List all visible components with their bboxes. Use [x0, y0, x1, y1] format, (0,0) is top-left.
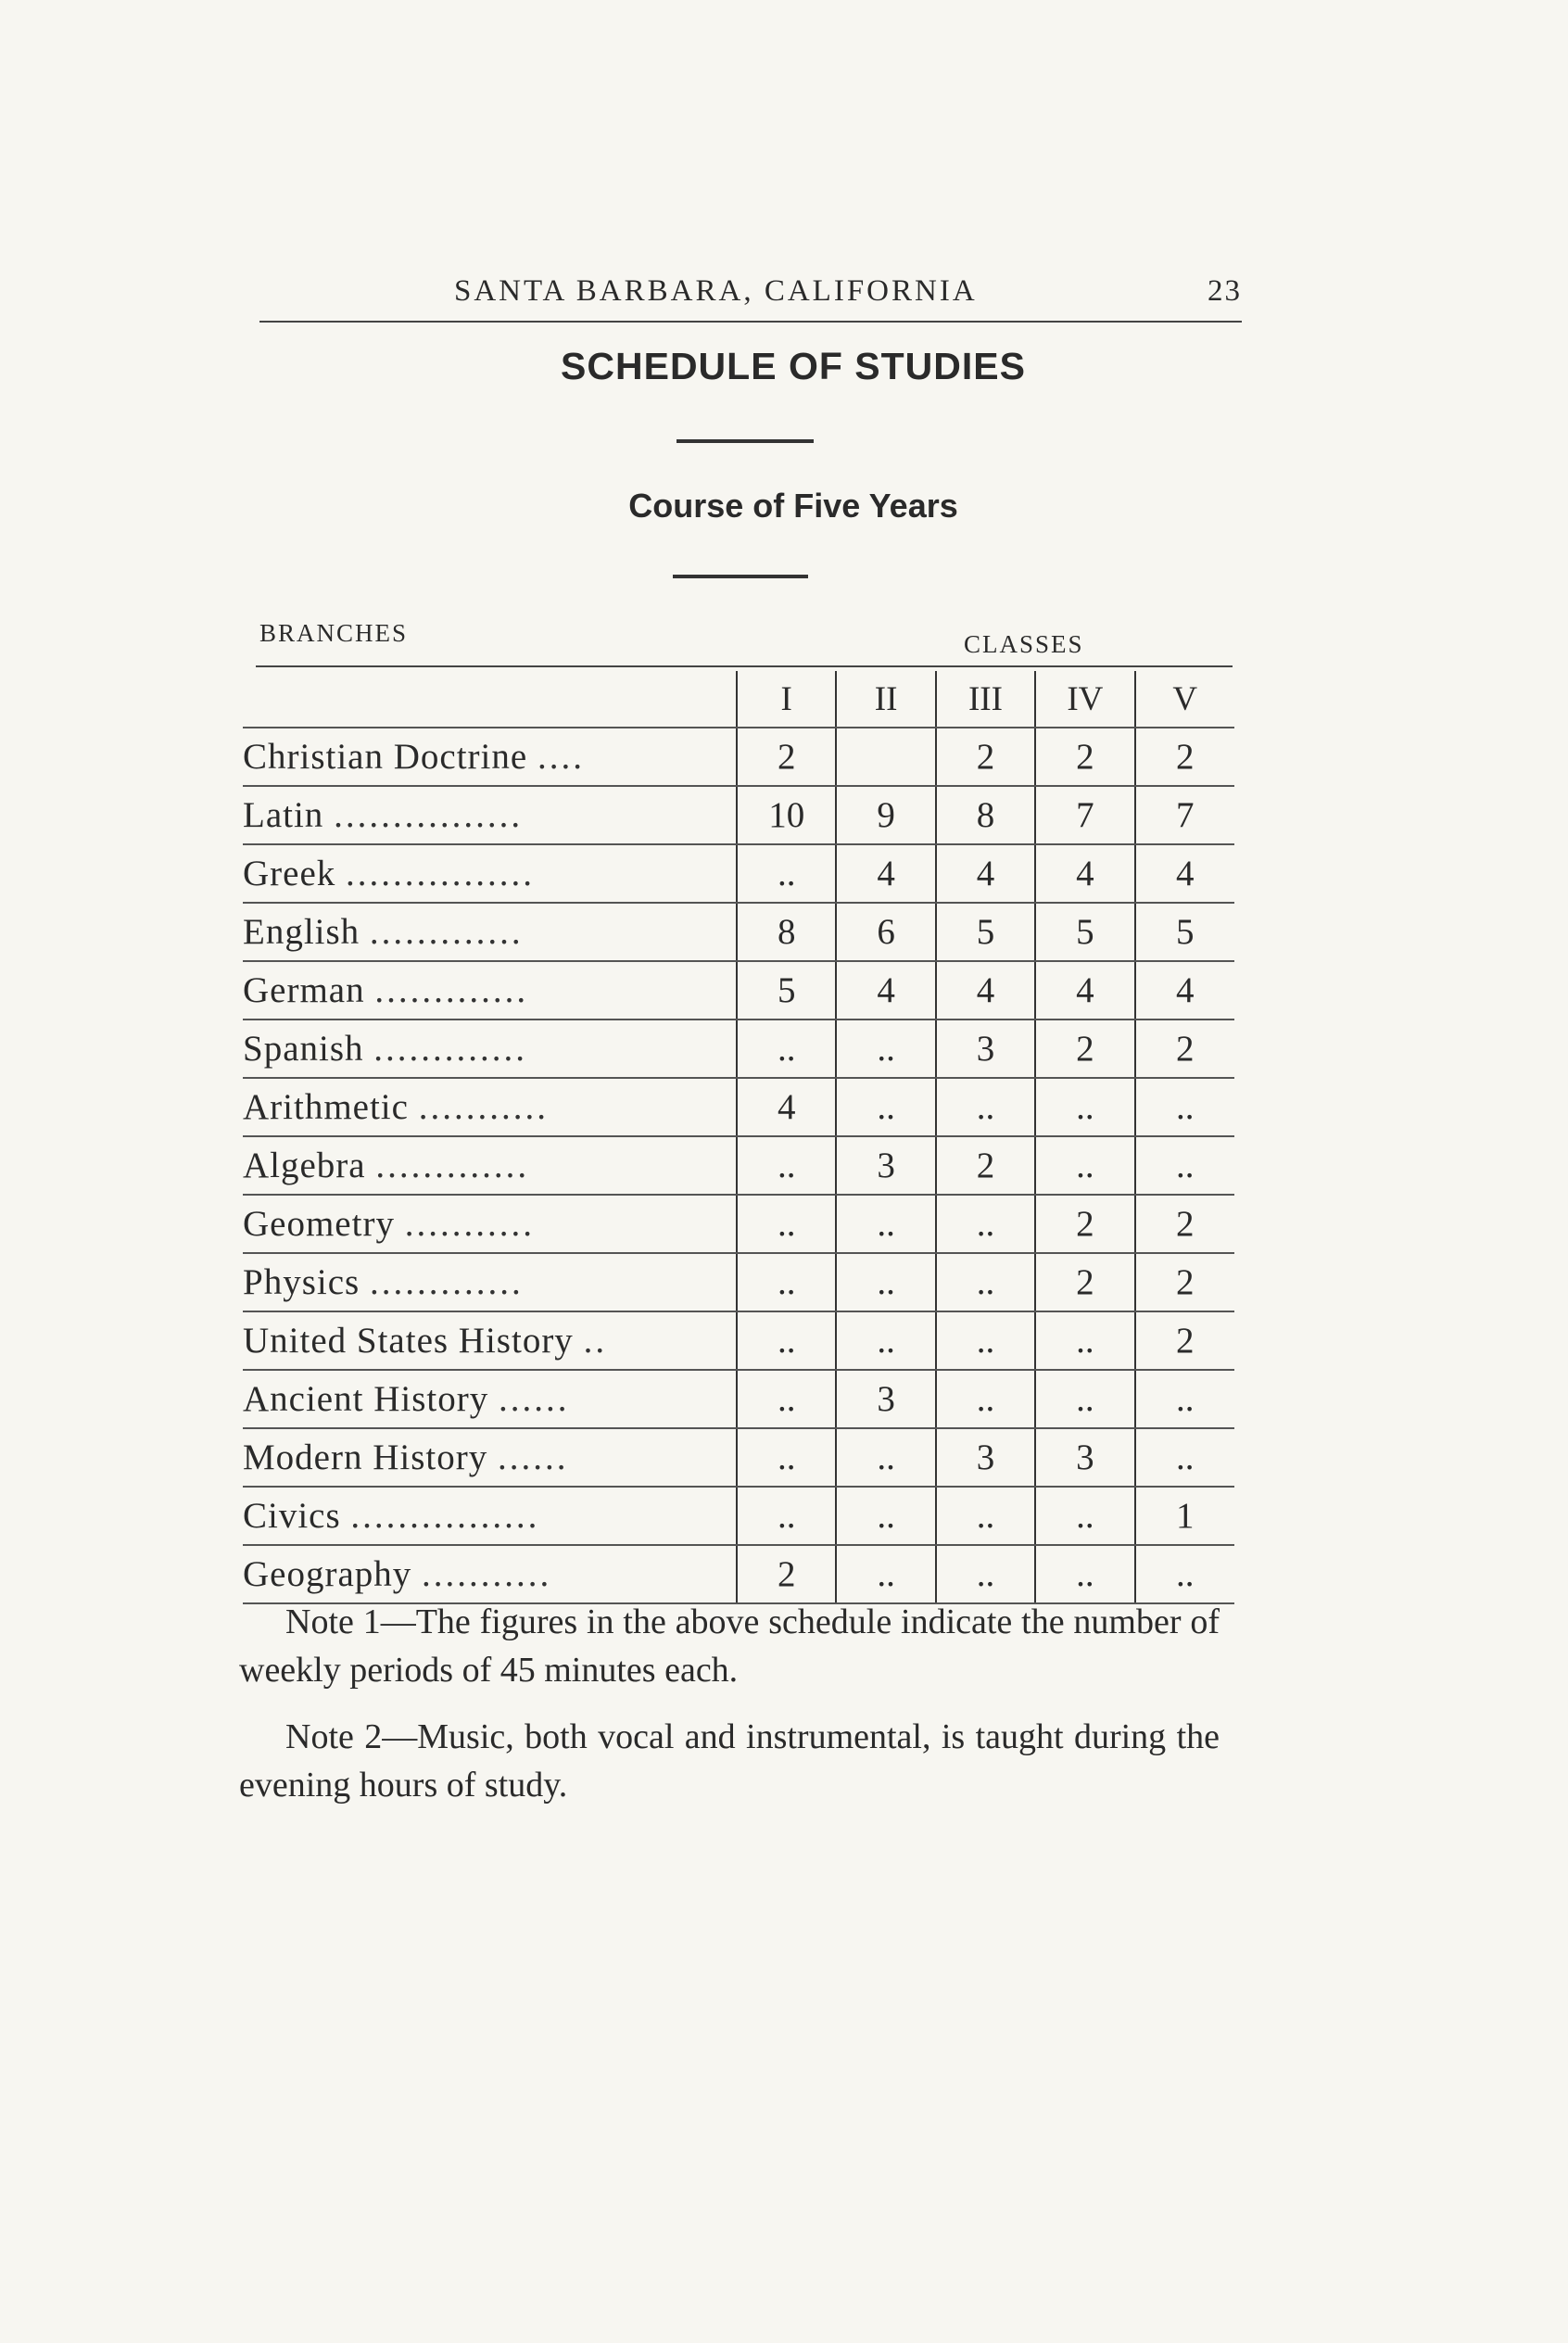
branch-name: German: [243, 970, 365, 1010]
branch-cell: [243, 1020, 737, 1078]
periods-cell: 3: [1035, 1428, 1134, 1487]
column-header: II: [836, 671, 935, 728]
column-header: I: [737, 671, 836, 728]
dot-leader: .............: [369, 1262, 524, 1302]
dot-leader: ..: [583, 1321, 608, 1361]
table-row: [243, 1311, 1234, 1370]
branch-cell: [243, 903, 737, 961]
periods-cell: 4: [1035, 961, 1134, 1020]
periods-cell: 4: [1135, 844, 1234, 903]
periods-cell: ..: [936, 1487, 1035, 1545]
notes: [239, 1598, 1220, 1828]
table-row: [243, 1078, 1234, 1136]
periods-cell: ..: [1135, 1078, 1234, 1136]
note-1: Note 1—The figures in the above schedule indicate the number of weekly periods of 45 minutes each.: [239, 1602, 1220, 1690]
branch-cell: [243, 728, 737, 786]
column-header: V: [1135, 671, 1234, 728]
periods-cell: 1: [1135, 1487, 1234, 1545]
periods-cell: ..: [737, 1428, 836, 1487]
periods-cell: 2: [1135, 1020, 1234, 1078]
dot-leader: ......: [497, 1437, 569, 1477]
periods-cell: 2: [1035, 1253, 1134, 1311]
periods-cell: ..: [1135, 1370, 1234, 1428]
periods-cell: 4: [1135, 961, 1234, 1020]
page-title: SCHEDULE OF STUDIES: [561, 345, 1026, 387]
periods-cell: [836, 728, 935, 786]
header-rule: [259, 321, 1242, 323]
periods-cell: 3: [836, 1136, 935, 1195]
table-row: [243, 1020, 1234, 1078]
periods-cell: 2: [936, 728, 1035, 786]
branch-name: Physics: [243, 1262, 360, 1302]
table-row: [243, 961, 1234, 1020]
periods-cell: ..: [737, 1311, 836, 1370]
periods-cell: 3: [836, 1370, 935, 1428]
periods-cell: ..: [737, 1253, 836, 1311]
branch-name: Arithmetic: [243, 1087, 409, 1127]
periods-cell: 2: [737, 1545, 836, 1603]
periods-cell: 6: [836, 903, 935, 961]
title-divider: [677, 439, 814, 443]
periods-cell: ..: [936, 1195, 1035, 1253]
periods-cell: ..: [737, 1136, 836, 1195]
periods-cell: 4: [836, 961, 935, 1020]
branches-heading: BRANCHES: [259, 619, 409, 647]
periods-cell: 4: [936, 844, 1035, 903]
table-row: [243, 1428, 1234, 1487]
branch-cell: [243, 1545, 737, 1603]
periods-cell: 4: [936, 961, 1035, 1020]
branch-name: English: [243, 912, 360, 952]
periods-cell: ..: [836, 1545, 935, 1603]
branch-name: Algebra: [243, 1146, 366, 1185]
periods-cell: 5: [1035, 903, 1134, 961]
schedule-body: [243, 728, 1234, 1603]
periods-cell: 2: [1135, 1253, 1234, 1311]
branch-name: Ancient History: [243, 1379, 489, 1419]
branch-name: Spanish: [243, 1029, 364, 1069]
periods-cell: 3: [936, 1428, 1035, 1487]
dot-leader: .............: [369, 912, 524, 952]
periods-cell: ..: [1035, 1078, 1134, 1136]
table-header-row: [243, 671, 1234, 728]
branch-cell: [243, 1195, 737, 1253]
branch-cell: [243, 1311, 737, 1370]
column-header: IV: [1035, 671, 1134, 728]
table-row: [243, 1136, 1234, 1195]
branch-name: Greek: [243, 854, 336, 893]
note-2: Note 2—Music, both vocal and instrumental, is taught during the evening hours of study.: [239, 1717, 1220, 1805]
periods-cell: 2: [1135, 1195, 1234, 1253]
branch-cell: [243, 786, 737, 844]
dot-leader: ....: [537, 737, 585, 777]
periods-cell: ..: [836, 1487, 935, 1545]
branch-name: Christian Doctrine: [243, 737, 528, 777]
table-row: [243, 786, 1234, 844]
branch-cell: [243, 1487, 737, 1545]
column-header: III: [936, 671, 1035, 728]
page-header: [259, 269, 1242, 321]
branch-header-cell: [243, 671, 737, 728]
periods-cell: 8: [737, 903, 836, 961]
periods-cell: 5: [936, 903, 1035, 961]
branch-cell: [243, 1428, 737, 1487]
table-row: [243, 1195, 1234, 1253]
heading-rule: [256, 665, 1233, 667]
periods-cell: ..: [1135, 1428, 1234, 1487]
periods-cell: ..: [936, 1545, 1035, 1603]
dot-leader: ................: [350, 1496, 540, 1536]
periods-cell: ..: [737, 1487, 836, 1545]
branch-cell: [243, 1078, 737, 1136]
periods-cell: ..: [737, 1370, 836, 1428]
dot-leader: ................: [346, 854, 536, 893]
table-row: [243, 728, 1234, 786]
dot-leader: ...........: [422, 1554, 552, 1594]
table-row: [243, 903, 1234, 961]
periods-cell: ..: [1135, 1545, 1234, 1603]
periods-cell: ..: [836, 1020, 935, 1078]
branch-name: United States History: [243, 1321, 574, 1361]
periods-cell: ..: [1035, 1545, 1134, 1603]
periods-cell: ..: [1035, 1487, 1134, 1545]
branch-name: Geography: [243, 1554, 412, 1594]
periods-cell: ..: [936, 1311, 1035, 1370]
table-row: [243, 1253, 1234, 1311]
dot-leader: .............: [375, 1146, 530, 1185]
periods-cell: 5: [1135, 903, 1234, 961]
periods-cell: ..: [936, 1253, 1035, 1311]
page-subtitle: Course of Five Years: [628, 487, 958, 525]
periods-cell: 2: [1035, 1020, 1134, 1078]
dot-leader: ...........: [404, 1204, 535, 1244]
periods-cell: 2: [1135, 728, 1234, 786]
dot-leader: ...........: [418, 1087, 549, 1127]
running-head: SANTA BARBARA, CALIFORNIA: [454, 274, 978, 308]
table-row: [243, 844, 1234, 903]
periods-cell: 7: [1035, 786, 1134, 844]
periods-cell: ..: [737, 844, 836, 903]
branch-name: Latin: [243, 795, 324, 835]
branch-cell: [243, 1253, 737, 1311]
branch-cell: [243, 1370, 737, 1428]
periods-cell: 2: [1035, 1195, 1134, 1253]
classes-heading: CLASSES: [964, 630, 1084, 658]
periods-cell: ..: [936, 1370, 1035, 1428]
periods-cell: 8: [936, 786, 1035, 844]
dot-leader: ................: [334, 795, 524, 835]
table-row: [243, 1370, 1234, 1428]
periods-cell: ..: [836, 1311, 935, 1370]
periods-cell: ..: [836, 1428, 935, 1487]
periods-cell: ..: [1135, 1136, 1234, 1195]
periods-cell: 2: [737, 728, 836, 786]
periods-cell: 4: [836, 844, 935, 903]
periods-cell: ..: [737, 1020, 836, 1078]
periods-cell: ..: [737, 1195, 836, 1253]
periods-cell: ..: [836, 1078, 935, 1136]
periods-cell: 5: [737, 961, 836, 1020]
page-number: 23: [1208, 274, 1242, 308]
periods-cell: 2: [936, 1136, 1035, 1195]
dot-leader: ......: [498, 1379, 570, 1419]
periods-cell: 4: [1035, 844, 1134, 903]
table-row: [243, 1545, 1234, 1603]
table-row: [243, 1487, 1234, 1545]
periods-cell: 3: [936, 1020, 1035, 1078]
periods-cell: ..: [936, 1078, 1035, 1136]
periods-cell: 2: [1035, 728, 1134, 786]
dot-leader: .............: [373, 1029, 528, 1069]
periods-cell: 4: [737, 1078, 836, 1136]
periods-cell: ..: [1035, 1311, 1134, 1370]
periods-cell: ..: [1035, 1370, 1134, 1428]
periods-cell: ..: [836, 1195, 935, 1253]
periods-cell: 7: [1135, 786, 1234, 844]
periods-cell: 10: [737, 786, 836, 844]
periods-cell: 9: [836, 786, 935, 844]
subtitle-divider: [673, 575, 808, 578]
branch-name: Civics: [243, 1496, 341, 1536]
periods-cell: 2: [1135, 1311, 1234, 1370]
branch-name: Geometry: [243, 1204, 395, 1244]
branch-cell: [243, 844, 737, 903]
branch-name: Modern History: [243, 1437, 488, 1477]
periods-cell: ..: [836, 1253, 935, 1311]
branch-cell: [243, 961, 737, 1020]
schedule-table: [243, 671, 1234, 1604]
branch-cell: [243, 1136, 737, 1195]
dot-leader: .............: [374, 970, 529, 1010]
periods-cell: ..: [1035, 1136, 1134, 1195]
